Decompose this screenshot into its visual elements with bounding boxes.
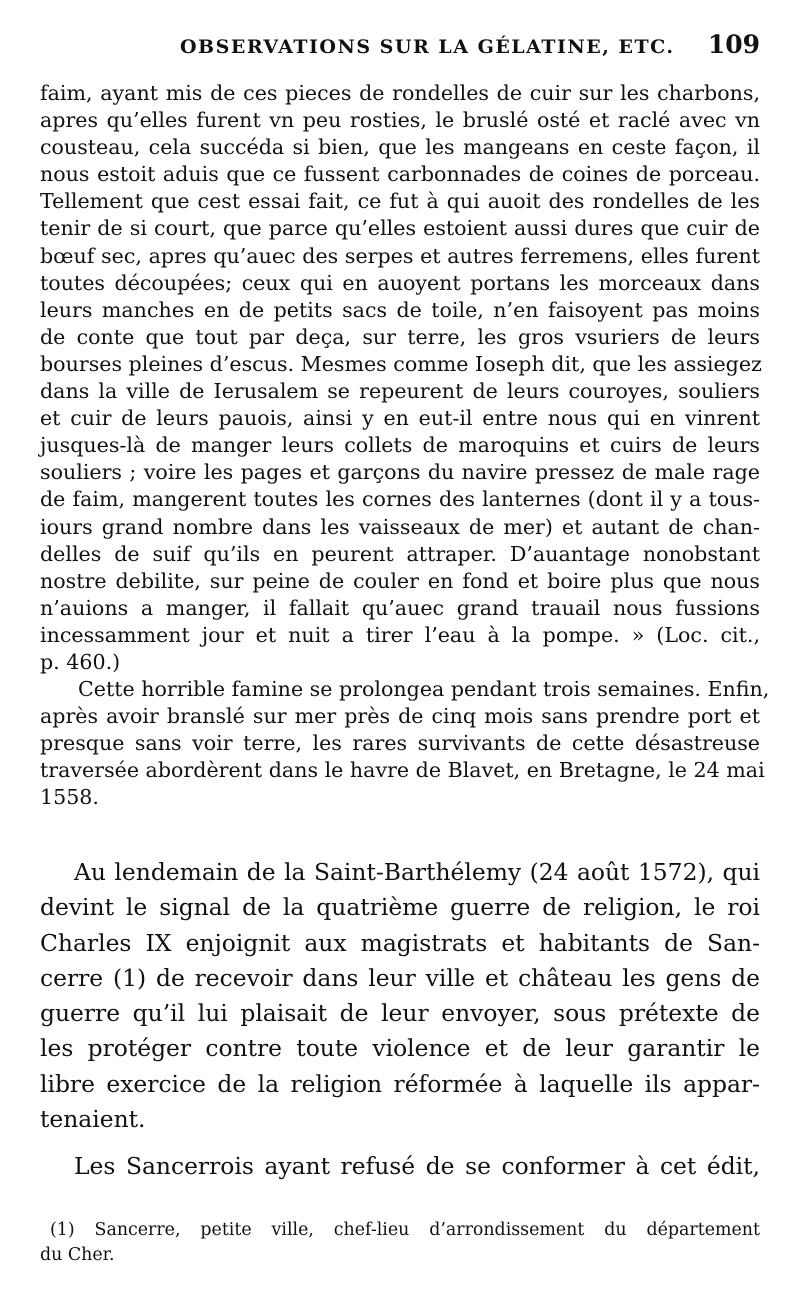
footnote [40,1218,760,1268]
running-title: OBSERVATIONS SUR LA GÉLATINE, ETC. [180,36,675,58]
text-line: Cette horrible famine se prolongea pendant trois semaines. Enfin, [78,677,770,702]
quote-line: de conte que tout par deça, sur terre, les gros vsuriers de leurs [40,324,760,349]
quote-line: leurs manches en de petits sacs de toile, n’en faisoyent pas moins [40,297,760,322]
quote-line: nostre debilite, sur peine de couler en fond et boire plus que nous [40,568,760,593]
footnote-line: (1) Sancerre, petite ville, chef-lieu d’arrondissement du département [50,1220,760,1240]
text-line: guerre qu’il lui plaisait de leur envoyer, sous prétexte de [40,999,760,1028]
quote-line: iours grand nombre dans les vaisseaux de mer) et autant de chan- [40,514,760,539]
quote-line: toutes découpées; ceux qui en auoyent portans les morceaux dans [40,270,760,295]
quote-line: de faim, mangerent toutes les cornes des lanternes (dont il y a tous- [40,487,760,512]
quotation-block [40,80,770,812]
quote-line: nous estoit aduis que ce fussent carbonnades de coines de porceau. [40,162,760,187]
famine-paragraph [40,676,770,811]
text-line: traversée abordèrent dans le havre de Blavet, en Bretagne, le 24 mai [40,758,765,783]
text-line: Les Sancerrois ayant refusé de se conformer à cet édit, [74,1152,760,1181]
main-text [40,855,760,1185]
quote-line: tenir de si court, que parce qu’elles estoient aussi dures que cuir de [40,216,760,241]
quote-line: et cuir de leurs pauois, ainsi y en eut-il entre nous qui en vinrent [40,406,760,431]
text-line: les protéger contre toute violence et de leur garantir le [40,1034,760,1063]
text-line: tenaient. [40,1105,146,1134]
quote-line: souliers ; voire les pages et garçons du navire pressez de male rage [40,460,760,485]
footnote-line: du Cher. [40,1245,115,1265]
quote-line: apres qu’elles furent vn peu rosties, le bruslé osté et raclé avec vn [40,108,760,133]
quote-line: delles de suif qu’ils en peurent attraper. D’auantage nonobstant [40,541,760,566]
main-paragraph-2 [40,1149,760,1184]
quote-line: bœuf sec, apres qu’auec des serpes et autres ferremens, elles furent [40,243,760,268]
text-line: Charles IX enjoignit aux magistrats et habitants de San- [40,928,760,957]
quote-line: faim, ayant mis de ces pieces de rondelles de cuir sur les charbons, [40,81,760,105]
quote-line: bourses pleines d’escus. Mesmes comme Ioseph dit, que les assiegez [40,351,762,376]
quote-line: dans la ville de Ierusalem se repeurent de leurs couroyes, souliers [40,379,760,404]
quote-line: n’auions a manger, il fallait qu’auec grand trauail nous fussions [40,595,760,620]
text-line: après avoir branslé sur mer près de cinq mois sans prendre port et [40,704,760,729]
text-line: presque sans voir terre, les rares survivants de cette désastreuse [40,731,760,756]
quote-line: incessamment jour et nuit a tirer l’eau à la pompe. » (Loc. cit., [40,622,760,647]
text-line: devint le signal de la quatrième guerre de religion, le roi [40,893,760,922]
quote-line: Tellement que cest essai fait, ce fut à qui auoit des rondelles de les [40,189,760,214]
text-line: libre exercice de la religion réformée à laquelle ils appar- [40,1069,760,1098]
text-line: 1558. [40,785,99,810]
quote-line: p. 460.) [40,649,121,674]
running-header [40,30,760,66]
quote-line: cousteau, cela succéda si bien, que les mangeans en ceste façon, il [40,135,760,160]
text-line: cerre (1) de recevoir dans leur ville et château les gens de [40,963,760,992]
quote-line: jusques-là de manger leurs collets de maroquins et cuirs de leurs [40,433,760,458]
page-number: 109 [707,30,760,59]
main-paragraph-1 [40,855,760,1137]
text-line: Au lendemain de la Saint-Barthélemy (24 août 1572), qui [74,858,760,886]
quote-lines [40,80,760,676]
